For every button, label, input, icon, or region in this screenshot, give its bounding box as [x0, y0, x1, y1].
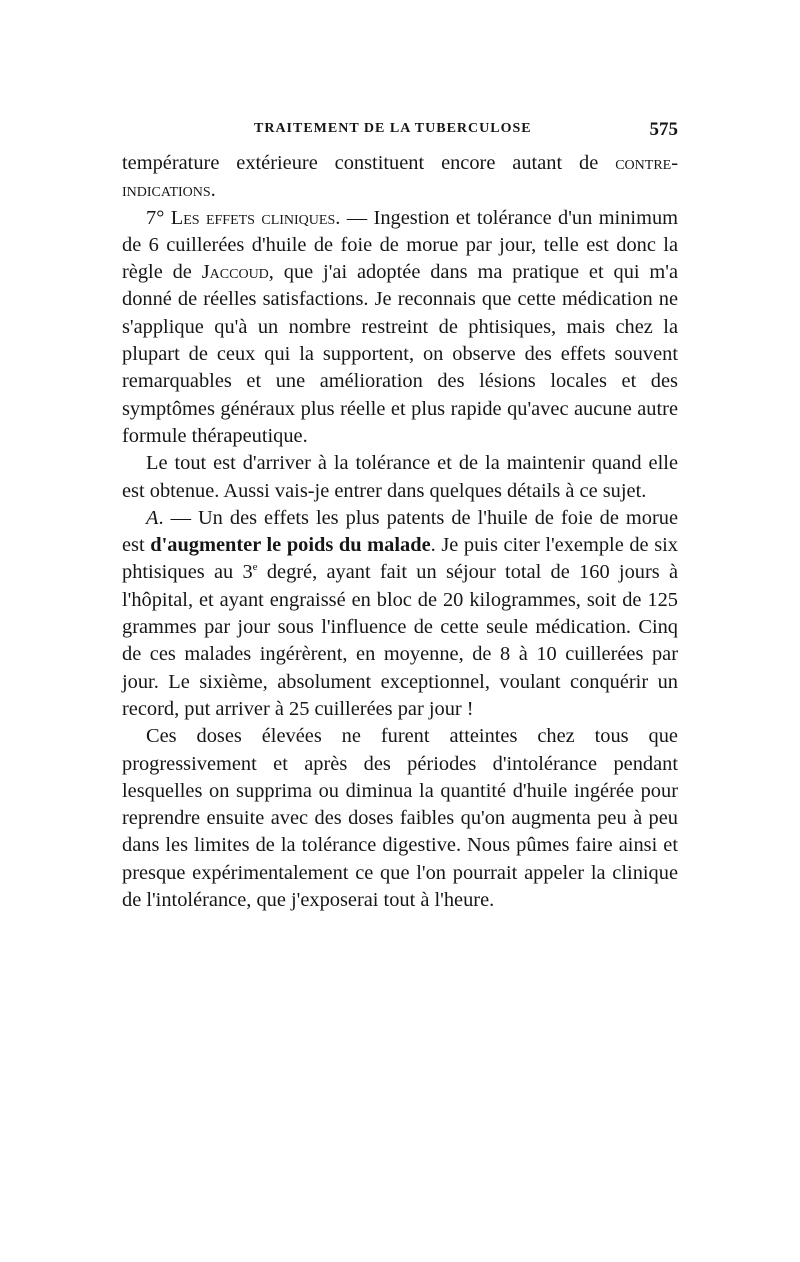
subsection-letter: A — [146, 506, 159, 529]
text-run: . — Ingestion et tolérance d'un minimum de 6 cuillerées d'huile de foie de morue par jour, telle est donc la règle de — [122, 206, 679, 284]
text-run: , que j'ai adoptée dans ma pratique et qui m'a donné de réelles satisfactions. Je reconnais que cette médication ne s'applique qu'à un nombre restreint de phtisiques, mais chez la plupart de ceux qui la supportent, on observe des effets souvent remarquables et une amélioration des lésions locales et des symptômes généraux plus réelle et plus rapide qu'avec aucune autre formule thérapeutique. — [122, 261, 678, 447]
text-run: . — [210, 179, 216, 202]
text-run: . — Un des effets les plus patents de l'huile de foie de morue est — [122, 506, 678, 557]
text-run: degré, ayant fait un séjour total de 160 jours à l'hôpital, et ayant engraissé en bloc de 20 kilogrammes, soit de 125 grammes par jour sous l'influence de cette seule médication. Cinq de ces malades ingérèrent, en moyenne, de 8 à 10 cuillerées par jour. Le sixième, absolument exceptionnel, voulant conquérir un record, put arriver à 25 cuillerées par jour ! — [122, 561, 678, 720]
body-text — [122, 150, 678, 914]
text-run: Ces doses élevées ne furent atteintes chez tous que progressivement et après des périodes d'intolérance pendant lesquelles on supprima ou diminua la quantité d'huile ingérée pour reprendre ensuite avec des doses faibles qu'on augmenta peu à peu dans les limites de la tolérance digestive. Nous pûmes faire ainsi et presque expérimentalement ce que l'on pourrait appeler la clinique de l'intolérance, que j'exposerai tout à l'heure. — [122, 725, 678, 912]
text-run: Le tout est d'arriver à la tolérance et de la maintenir quand elle est obtenue. Aussi vais-je entrer dans quelques détails à ce sujet. — [122, 452, 678, 502]
text-run: température extérieure constituent encore autant de — [122, 152, 616, 174]
paragraph-effets-cliniques — [122, 205, 678, 451]
section-number: 7° — [146, 206, 171, 229]
paragraph-continuation — [122, 150, 678, 205]
emphasis-small-caps: contre-indications — [122, 152, 678, 202]
superscript: e — [252, 561, 258, 574]
page-number: 575 — [649, 119, 678, 140]
running-head — [122, 119, 678, 143]
section-heading: Les effets cliniques — [170, 206, 336, 229]
emphasis-bold: d'augmenter le poids du malade — [150, 534, 431, 557]
paragraph-tolerance — [122, 450, 678, 505]
paragraph-augmenter-poids — [122, 505, 678, 723]
running-title: TRAITEMENT DE LA TUBERCULOSE — [254, 121, 532, 136]
text-run: . Je puis citer l'exemple de six phtisiques au 3 — [122, 534, 678, 584]
author-name: Jaccoud — [201, 261, 269, 284]
paragraph-doses-elevees — [122, 723, 678, 914]
